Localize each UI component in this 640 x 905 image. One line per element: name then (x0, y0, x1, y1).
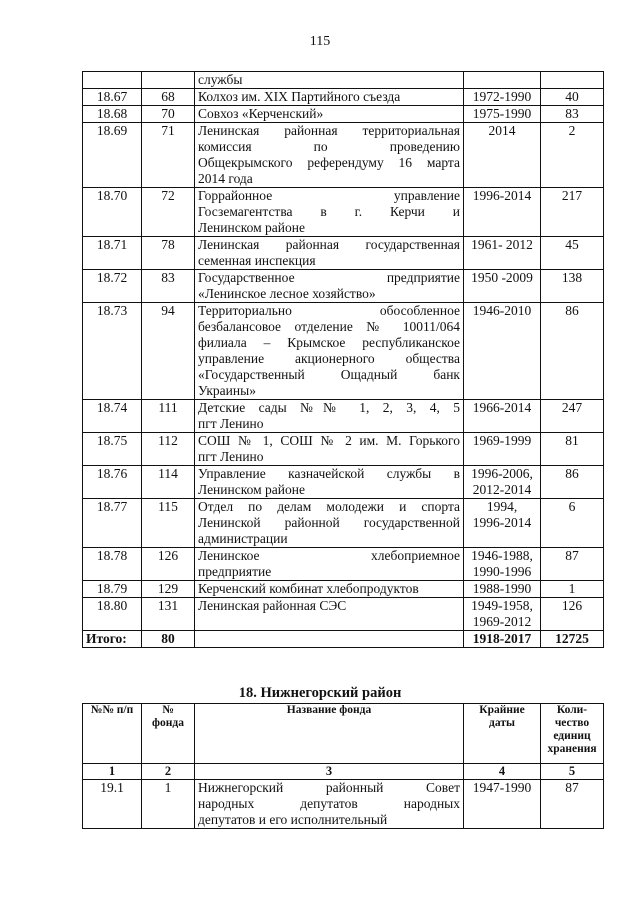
row-number: 18.75 (83, 433, 142, 466)
date-range-line: 1946-1988, (471, 548, 533, 563)
fond-name-line: Нижнегорский районный Совет (198, 780, 460, 795)
storage-units: 1 (541, 581, 604, 598)
row-number: 19.1 (83, 780, 142, 829)
date-range-line: 1949-1958, (471, 598, 533, 613)
header-line: Название фонда (286, 704, 372, 716)
row-number (83, 72, 142, 89)
table-row (83, 466, 604, 499)
storage-units: 40 (541, 89, 604, 106)
date-range-line: 1961- 2012 (471, 237, 533, 252)
date-range-line: 1950 -2009 (471, 270, 533, 285)
storage-units: 126 (541, 598, 604, 631)
date-range-line: 1996-2014 (472, 515, 532, 530)
fond-name-line: предприятие (198, 564, 272, 579)
header-line: Коли- (556, 704, 588, 716)
fond-name (195, 400, 464, 433)
row-number: 18.80 (83, 598, 142, 631)
fond-number: 71 (142, 123, 195, 188)
fond-name-line: Ленинская районная СЭС (198, 598, 347, 613)
date-range-line: 1969-2012 (472, 614, 532, 629)
date-range (464, 72, 541, 89)
fond-name-line: администрации (198, 531, 288, 546)
fond-number: 70 (142, 106, 195, 123)
header-num (83, 704, 142, 764)
fond-name (195, 123, 464, 188)
table-row (83, 270, 604, 303)
storage-units: 87 (541, 780, 604, 829)
header-name (195, 704, 464, 764)
header-units (541, 704, 604, 764)
table-header-row (83, 704, 604, 764)
fond-name-line: СОШ № 1, СОШ № 2 им. М. Горького (198, 433, 460, 448)
total-label: Итого: (83, 631, 142, 648)
header-line: фонда (152, 717, 184, 729)
fond-name-line: Ленинская районная государственная (198, 237, 460, 252)
fond-name (195, 188, 464, 237)
fond-name (195, 581, 464, 598)
date-range (464, 106, 541, 123)
fond-name-line: народных депутатов народных (198, 796, 460, 811)
row-number: 18.67 (83, 89, 142, 106)
col-number: 1 (83, 764, 142, 780)
date-range-line: 1966-2014 (472, 400, 532, 415)
date-range (464, 270, 541, 303)
storage-units: 45 (541, 237, 604, 270)
date-range-line: 1990-1996 (472, 564, 532, 579)
header-line: №№ п/п (90, 704, 134, 716)
row-number: 18.77 (83, 499, 142, 548)
header-line: хранения (547, 743, 597, 755)
row-number: 18.68 (83, 106, 142, 123)
fond-number: 131 (142, 598, 195, 631)
date-range (464, 123, 541, 188)
header-line: Крайние (479, 704, 525, 716)
header-line: чество (554, 717, 590, 729)
row-number: 18.70 (83, 188, 142, 237)
storage-units: 2 (541, 123, 604, 188)
storage-units: 87 (541, 548, 604, 581)
total-blank (195, 631, 464, 648)
col-number: 3 (195, 764, 464, 780)
fond-name (195, 433, 464, 466)
date-range-line: 1969-1999 (472, 433, 532, 448)
header-dates (464, 704, 541, 764)
fond-number: 68 (142, 89, 195, 106)
date-range (464, 548, 541, 581)
fond-name (195, 270, 464, 303)
total-row (83, 631, 604, 648)
col-number: 2 (142, 764, 195, 780)
fond-name (195, 499, 464, 548)
table-row (83, 499, 604, 548)
fond-name-line: Государственное предприятие (198, 270, 460, 285)
fond-number: 1 (142, 780, 195, 829)
total-units: 12725 (541, 631, 604, 648)
fond-name (195, 466, 464, 499)
date-range (464, 598, 541, 631)
date-range-line: 1946-2010 (472, 303, 532, 318)
fond-name (195, 598, 464, 631)
fond-name-line: Госземагентства в г. Керчи и (198, 204, 460, 219)
date-range (464, 303, 541, 400)
header-fond (142, 704, 195, 764)
col-number: 4 (464, 764, 541, 780)
date-range-line: 1975-1990 (472, 106, 532, 121)
fond-number: 129 (142, 581, 195, 598)
fond-name-line: безбалансовое отделение № 10011/064 (198, 319, 460, 334)
row-number: 18.76 (83, 466, 142, 499)
fond-number: 126 (142, 548, 195, 581)
header-line: единиц (553, 730, 591, 742)
date-range-line: 1996-2006, (471, 466, 533, 481)
fond-name-line: Территориально обособленное (198, 303, 460, 318)
table-row (83, 237, 604, 270)
fond-number: 112 (142, 433, 195, 466)
archive-fonds-table-leninsky (82, 71, 604, 648)
fond-number (142, 72, 195, 89)
fond-name-line: управление акционерного общества (198, 351, 460, 366)
date-range (464, 466, 541, 499)
fond-name-line: пгт Ленино (198, 416, 264, 431)
fond-name-line: 2014 года (198, 171, 253, 186)
table-row (83, 89, 604, 106)
fond-name-line: пгт Ленино (198, 449, 264, 464)
fond-name-line: филиала – Крымское республиканское (198, 335, 460, 350)
storage-units: 247 (541, 400, 604, 433)
table-row (83, 548, 604, 581)
table-row (83, 433, 604, 466)
row-number: 18.74 (83, 400, 142, 433)
storage-units: 86 (541, 303, 604, 400)
date-range-line: 1996-2014 (472, 188, 532, 203)
date-range (464, 188, 541, 237)
row-number: 18.78 (83, 548, 142, 581)
fond-name (195, 237, 464, 270)
storage-units: 83 (541, 106, 604, 123)
fond-name-line: Детские сады №№ 1, 2, 3, 4, 5 (198, 400, 460, 415)
fond-name-line: комиссия по проведению (198, 139, 460, 154)
date-range (464, 581, 541, 598)
table-row (83, 188, 604, 237)
fond-number: 78 (142, 237, 195, 270)
fond-number: 94 (142, 303, 195, 400)
fond-number: 83 (142, 270, 195, 303)
fond-name (195, 303, 464, 400)
date-range (464, 499, 541, 548)
fond-name-line: Управление казначейской службы в (198, 466, 460, 481)
table-row (83, 780, 604, 829)
storage-units: 138 (541, 270, 604, 303)
fond-name (195, 72, 464, 89)
date-range (464, 237, 541, 270)
storage-units: 217 (541, 188, 604, 237)
table-row (83, 400, 604, 433)
fond-name (195, 780, 464, 829)
storage-units (541, 72, 604, 89)
total-dates: 1918-2017 (464, 631, 541, 648)
fond-name-line: Ленинском районе (198, 482, 305, 497)
date-range-line: 1947-1990 (472, 780, 532, 795)
page-number: 115 (309, 34, 331, 49)
section-title: 18. Нижнегорский район (238, 685, 402, 701)
date-range-line: 1994, (486, 499, 518, 514)
table-row (83, 123, 604, 188)
date-range-line: 1988-1990 (472, 581, 532, 596)
col-number: 5 (541, 764, 604, 780)
row-number: 18.71 (83, 237, 142, 270)
fond-name-line: Общекрымского референдуму 16 марта (198, 155, 460, 170)
header-line: даты (489, 717, 515, 729)
fond-name-line: Керченский комбинат хлебопродуктов (198, 581, 419, 596)
row-number: 18.72 (83, 270, 142, 303)
table-row (83, 303, 604, 400)
date-range-line: 2012-2014 (472, 482, 532, 497)
fond-name-line: депутатов и его исполнительный (198, 812, 388, 827)
fond-number: 114 (142, 466, 195, 499)
fond-number: 115 (142, 499, 195, 548)
fond-name-line: «Государственный Ощадный банк (198, 367, 460, 382)
fond-number: 72 (142, 188, 195, 237)
fond-name-line: семенная инспекция (198, 253, 316, 268)
fond-name (195, 106, 464, 123)
date-range-line: 1972-1990 (472, 89, 532, 104)
column-number-row (83, 764, 604, 780)
fond-name-line: Ленинское хлебоприемное (198, 548, 460, 563)
table-row (83, 106, 604, 123)
row-number: 18.79 (83, 581, 142, 598)
header-line: № (162, 704, 174, 716)
table-row (83, 598, 604, 631)
fond-name (195, 89, 464, 106)
date-range (464, 433, 541, 466)
fond-name-line: Колхоз им. XIX Партийного съезда (198, 89, 401, 104)
fond-name-line: Отдел по делам молодежи и спорта (198, 499, 460, 514)
fond-name-line: службы (198, 72, 243, 87)
table-row (83, 72, 604, 89)
total-fond-count: 80 (142, 631, 195, 648)
fond-name-line: Ленинская районная территориальная (198, 123, 460, 138)
storage-units: 81 (541, 433, 604, 466)
row-number: 18.69 (83, 123, 142, 188)
storage-units: 6 (541, 499, 604, 548)
archive-fonds-table-nizhnegorsky (82, 703, 604, 829)
fond-name-line: Ленинской районной государственной (198, 515, 460, 530)
fond-name-line: Ленинском районе (198, 220, 305, 235)
fond-number: 111 (142, 400, 195, 433)
table-row (83, 581, 604, 598)
date-range (464, 89, 541, 106)
fond-name-line: «Ленинское лесное хозяйство» (198, 286, 376, 301)
storage-units: 86 (541, 466, 604, 499)
fond-name-line: Совхоз «Керченский» (198, 106, 324, 121)
date-range (464, 780, 541, 829)
fond-name-line: Горрайонное управление (198, 188, 460, 203)
fond-name (195, 548, 464, 581)
date-range-line: 2014 (488, 123, 516, 138)
row-number: 18.73 (83, 303, 142, 400)
date-range (464, 400, 541, 433)
fond-name-line: Украины» (198, 383, 256, 398)
